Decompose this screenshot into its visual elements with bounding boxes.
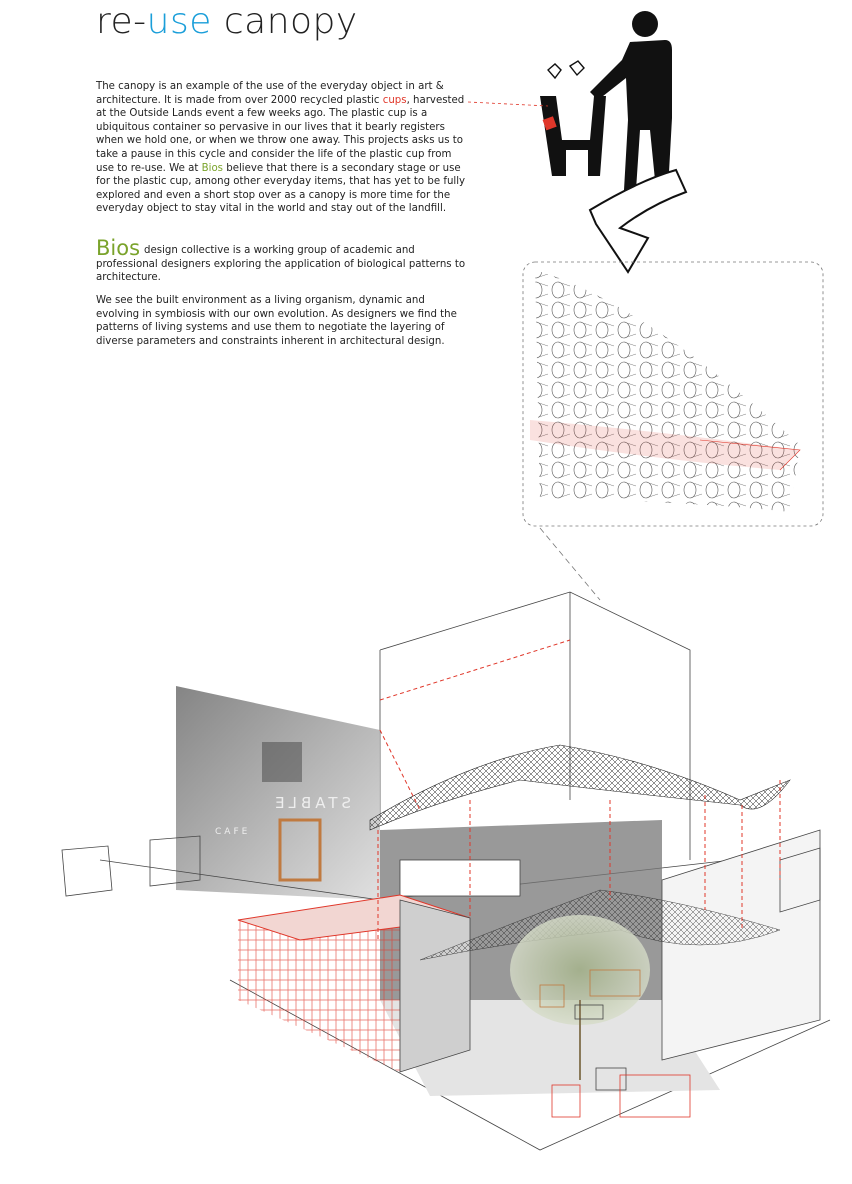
person-throwing-cup-icon: [540, 11, 686, 272]
title-suffix: canopy: [211, 1, 358, 42]
building-sign: STABLE: [271, 794, 351, 812]
cups-highlight: cups: [382, 94, 407, 106]
building-sign-small: CAFE: [215, 827, 251, 837]
intro-text-2: , harvested at the Outside Lands event a few weeks ago. The plastic cup is a ubiquitous container so pervasive in our lives that it bearly registers when we hold one, or when we throw one away. This projects asks us to take a pause in this cycle and consider the life of the plastic cup from use to re-use. We at: [96, 94, 465, 174]
bios-text: design collective is a working group of academic and professional designers exploring the application of biological patterns to architecture.: [96, 245, 466, 284]
bios-heading: Bios: [96, 236, 141, 260]
bios-highlight: Bios: [201, 162, 223, 174]
cup-canopy-detail: [523, 262, 823, 526]
title-accent: use: [146, 1, 212, 42]
living-organism-paragraph: We see the built environment as a living organism, dynamic and evolving in symbiosis with our own evolution. As designers we find the patterns of living systems and use them to negotiate the layering of diverse parameters and constraints inherent in architectural design.: [96, 295, 457, 347]
title-prefix: re-: [96, 1, 147, 42]
site-axonometric: [62, 592, 830, 1150]
intro-text-1: The canopy is an example of the use of the everyday object in art & architecture. It is made from over 2000 recycled plastic: [96, 81, 444, 106]
intro-text-3: believe that there is a secondary stage or use for the plastic cup, among other everyday items, that has yet to be fully explored and even a short stop over as a canopy is more time for the everyday object to stay vital in the world and stay out of the landfill.: [96, 162, 466, 215]
